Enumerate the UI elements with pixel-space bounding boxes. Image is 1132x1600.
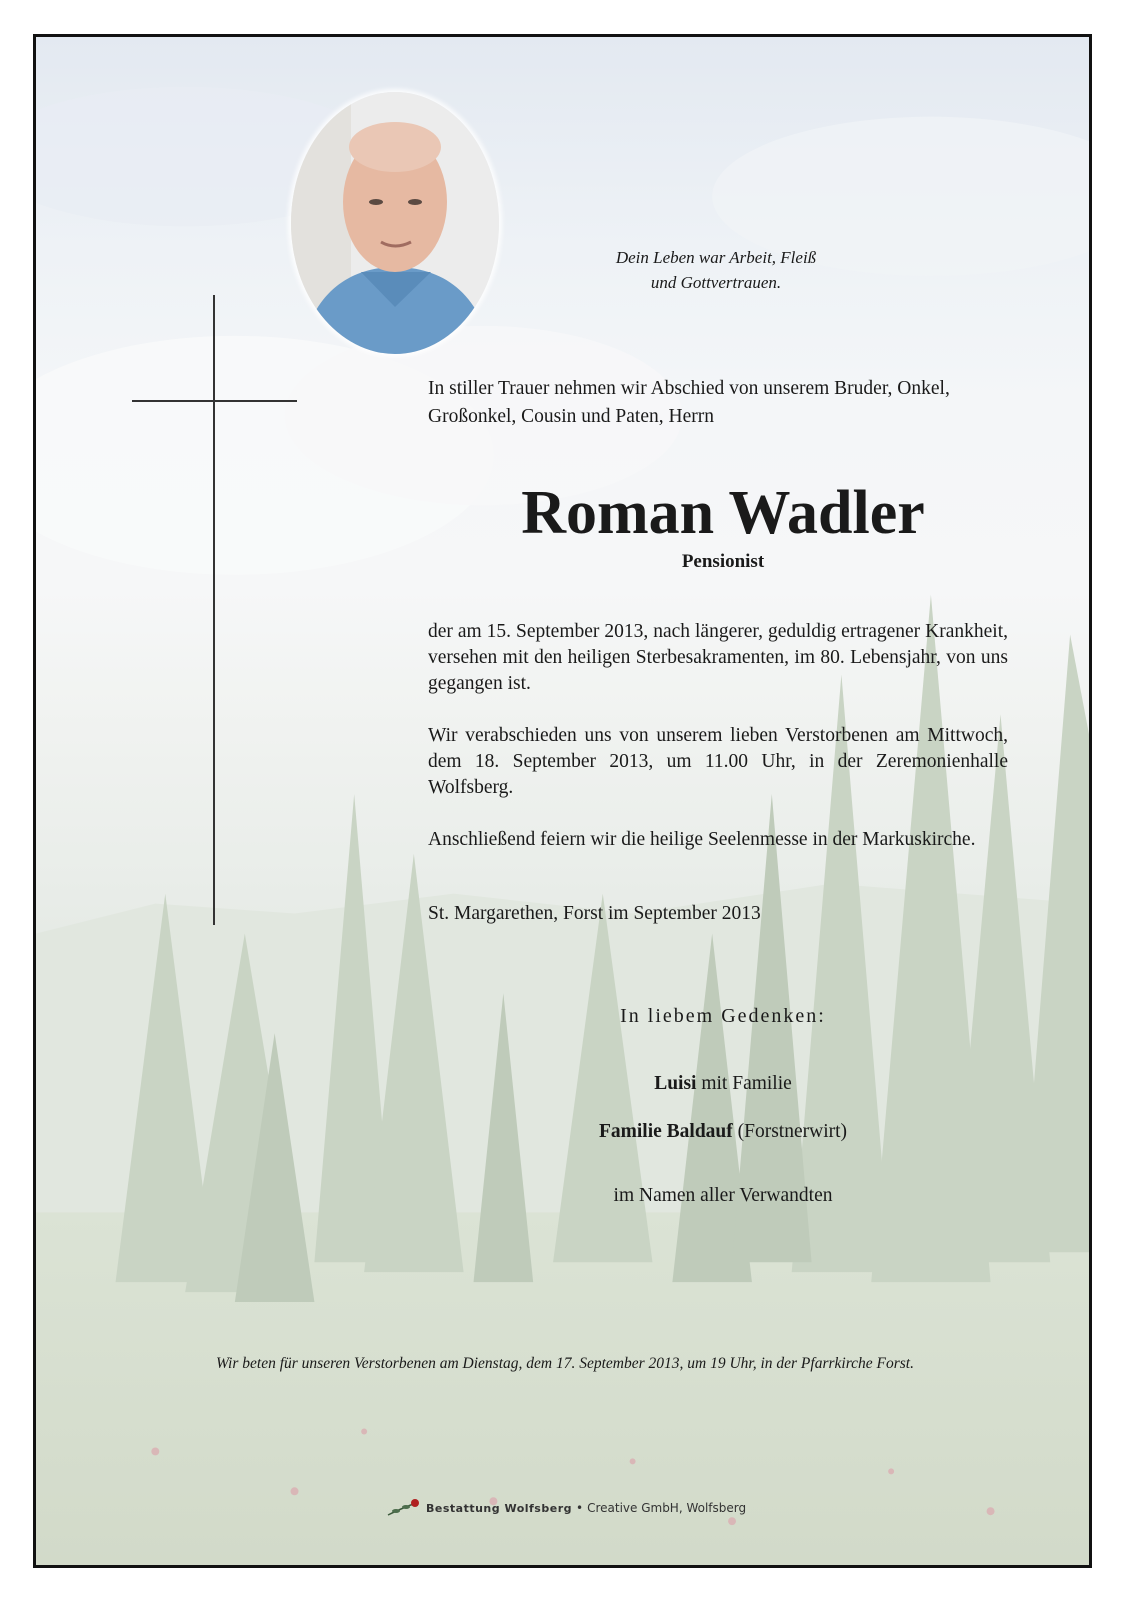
quote-line-2: und Gottvertrauen. <box>650 273 782 292</box>
footer-brand: Bestattung Wolfsberg <box>426 1501 572 1515</box>
intro-text <box>428 375 1018 431</box>
mass-paragraph: Anschließend feiern wir die heilige Seelenmesse in der Markuskirche. <box>428 829 976 850</box>
farewell-paragraph: Wir verabschieden uns von unserem lieben Verstorbenen am Mittwoch, dem 18. September 2013, um 11.00 Uhr, in der Zeremonienhalle Wolfsberg. <box>428 725 1008 798</box>
quote-text <box>546 245 886 295</box>
death-notice-paragraph: der am 15. September 2013, nach längerer, geduldig ertragener Krankheit, versehen mit den heiligen Sterbesakramenten, im 80. Lebensjahr, von uns gegangen ist. <box>428 621 1008 694</box>
mourner-relatives: im Namen aller Verwandten <box>613 1185 833 1206</box>
obituary-frame <box>33 34 1092 1568</box>
intro-line-2: Großonkel, Cousin und Paten, Herrn <box>428 406 714 427</box>
mourner-baldauf-rest: (Forstnerwirt) <box>732 1121 848 1142</box>
portrait-photo <box>291 92 499 354</box>
mourner-luisi-name: Luisi <box>654 1073 697 1094</box>
mourner-baldauf <box>428 1121 1018 1143</box>
deceased-name: Roman Wadler <box>521 479 925 547</box>
cross-vertical-bar <box>213 295 215 925</box>
memory-heading: In liebem Gedenken: <box>620 1005 826 1027</box>
place-date-line: St. Margarethen, Forst im September 2013 <box>428 903 761 924</box>
prayer-notice: Wir beten für unseren Verstorbenen am Dienstag, dem 17. September 2013, um 19 Uhr, in der Pfarrkirche Forst. <box>216 1355 914 1372</box>
mourner-luisi <box>428 1073 1018 1095</box>
cross-horizontal-bar <box>132 400 297 402</box>
deceased-profession: Pensionist <box>681 551 765 572</box>
mourner-baldauf-name: Familie Baldauf <box>598 1121 733 1142</box>
quote-line-1: Dein Leben war Arbeit, Fleiß <box>615 248 817 267</box>
mourner-luisi-rest: mit Familie <box>696 1073 792 1094</box>
rose-icon <box>386 1497 422 1519</box>
footer-separator: • <box>576 1501 584 1515</box>
footer-company: Creative GmbH, Wolfsberg <box>587 1501 747 1515</box>
footer <box>386 1497 786 1519</box>
intro-line-1: In stiller Trauer nehmen wir Abschied von unserem Bruder, Onkel, <box>428 378 950 399</box>
